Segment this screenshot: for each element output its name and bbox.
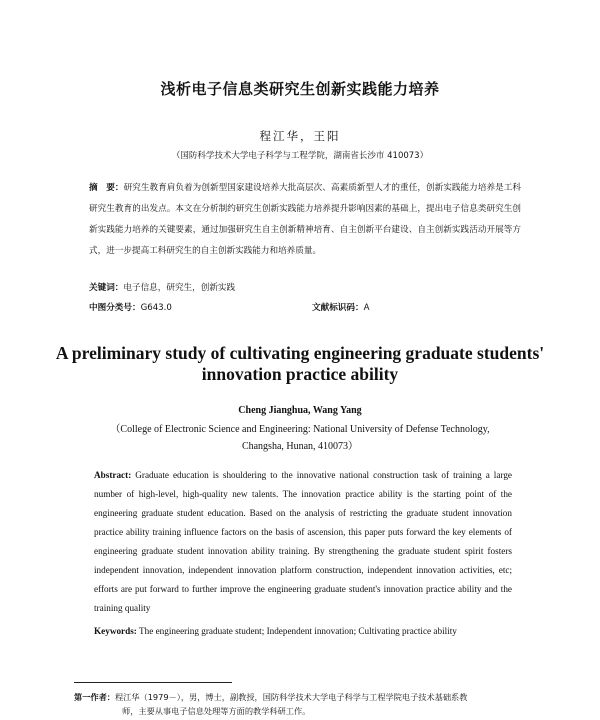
chinese-keywords (89, 281, 521, 293)
chinese-abstract-label: 摘 要： (89, 183, 124, 193)
footnote-line1: 程江华（1979－），男，博士，副教授，国防科学技术大学电子科学与工程学院电子技术基础系教 (114, 692, 468, 702)
english-abstract (94, 466, 512, 618)
class-number-value: G643.0 (140, 303, 172, 313)
classification-line (89, 301, 521, 313)
english-affiliation-line2: Changsha, Hunan, 410073） (241, 441, 359, 452)
chinese-title: 浅析电子信息类研究生创新实践能力培养 (160, 80, 440, 98)
english-abstract-text: Graduate education is shouldering to the innovative national construction task of training a large number of high-level, high-quality new talents. The innovation practice ability is the starting point of the engineering graduate student education. Based on the analysis of restricting the graduate student innovation practice ability training influence factors on the basis of ascension, this paper puts forward the key elements of engineering graduate student innovation ability training. By strengthening the graduate student spirit fosters independent innovation, independent innovation platform construction, independent innovation activities, etc; efforts are put forward to further improve the engineering graduate student's innovation practice ability and the training quality (94, 470, 512, 613)
english-abstract-label: Abstract: (94, 470, 132, 480)
english-authors: Cheng Jianghua, Wang Yang (238, 405, 362, 416)
chinese-abstract (89, 178, 521, 262)
footnote-line2: 师，主要从事电子信息处理等方面的教学科研工作。 (122, 706, 311, 716)
english-affiliation (80, 421, 520, 455)
chinese-abstract-text: 研究生教育肩负着为创新型国家建设培养大批高层次、高素质新型人才的重任，创新实践能力培养是工科研究生教育的出发点。本文在分析制约研究生创新实践能力培养提升影响因素的基础上，提出电子信息类研究生创新实践能力培养的关键要素，通过加强研究生自主创新精神培育、自主创新平台建设、自主创新实践活动开展等方式，进一步提高工科研究生的自主创新实践能力和培养质量。 (89, 183, 521, 256)
document-code (312, 301, 369, 313)
english-keywords-text: The engineering graduate student; Independent innovation; Cultivating practice ability (136, 626, 457, 636)
author-footnote (74, 690, 530, 718)
chinese-keywords-label: 关键词： (89, 283, 124, 293)
document-code-label: 文献标识码： (312, 303, 364, 313)
class-number-label: 中图分类号： (89, 303, 141, 313)
document-code-value: A (363, 303, 370, 313)
chinese-affiliation: （国防科学技术大学电子科学与工程学院，湖南省长沙市 410073） (171, 151, 429, 161)
english-affiliation-line1: （College of Electronic Science and Engineering: National University of Defense Technology, (110, 424, 490, 435)
footnote-label: 第一作者： (74, 692, 115, 702)
english-keywords (94, 626, 524, 636)
footnote-divider (74, 682, 232, 683)
english-title: A preliminary study of cultivating engineering graduate students' innovation practice ability (55, 343, 545, 384)
chinese-authors: 程江华，王阳 (259, 129, 341, 143)
chinese-keywords-text: 电子信息，研究生，创新实践 (123, 283, 236, 293)
english-keywords-label: Keywords: (94, 626, 137, 636)
